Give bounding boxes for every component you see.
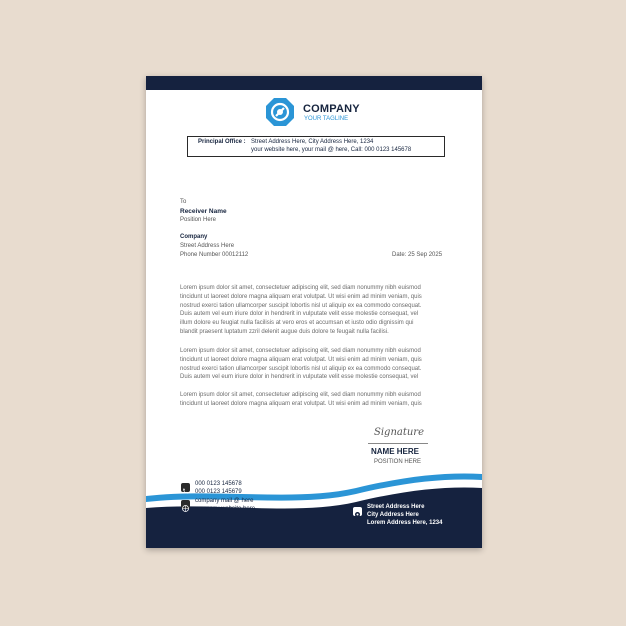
body-line: Lorem ipsum dolor sit amet, consectetuer adipiscing elit, sed diam nonummy nibh euismod (180, 348, 421, 354)
sender-address: Street Address Here (180, 243, 235, 249)
body-paragraph-1 (180, 284, 422, 337)
signature-script: Signature (374, 427, 425, 438)
body-line: tincidunt ut laoreet dolore magna aliquam erat volutpat. Ut wisi enim ad minim veniam, quis (180, 293, 422, 300)
top-navy-bar (146, 76, 482, 90)
footer-website: company website here (195, 506, 256, 512)
body-line: nostrud exerci tation ullamcorper suscipit lobortis nisl ut aliquip ex ea commodo consequat. (180, 302, 422, 309)
signer-name: NAME HERE (371, 447, 420, 456)
body-line: blandit praesent luptatum zzril delenit augue duis dolore te feugait nulla facilisi. (180, 328, 389, 335)
signer-position: POSITION HERE (374, 459, 422, 465)
footer-phone-1: 000 0123 145678 (195, 481, 242, 487)
footer-address-1: Street Address Here (367, 504, 425, 510)
body-line: Duis autem vel eum iriure dolor in hendrerit in vulputate velit esse molestie consequat, vel (180, 374, 419, 381)
globe-icon (181, 500, 190, 509)
sender-phone: Phone Number 00012112 (180, 252, 249, 258)
principal-office-box (187, 136, 445, 157)
footer-address-2: City Address Here (367, 512, 419, 518)
footer-email: company mail @ here (195, 498, 254, 504)
body-line: Lorem ipsum dolor sit amet, consectetuer adipiscing elit, sed diam nonummy nibh euismod (180, 285, 421, 291)
footer (146, 472, 482, 548)
body-line: tincidunt ut laoreet dolore magna aliquam erat volutpat. Ut wisi enim ad minim veniam, quis (180, 356, 422, 363)
recipient-position: Position Here (180, 217, 217, 223)
body-line: Lorem ipsum dolor sit amet, consectetuer adipiscing elit, sed diam nonummy nibh euismod (180, 392, 421, 398)
body-line: illum dolore eu feugiat nulla facilisis at vero eros et accumsan et iusto odio dignissim qui (180, 320, 414, 327)
recipient-to: To (180, 199, 187, 205)
signature-line (368, 443, 428, 444)
body-paragraph-3 (180, 391, 422, 409)
letter-date: Date: 25 Sep 2025 (392, 252, 443, 258)
logo-icon (265, 97, 295, 127)
sender-company: Company (180, 234, 208, 240)
location-pin-icon (353, 507, 362, 516)
phone-icon (181, 483, 190, 492)
body-line: Duis autem vel eum iriure dolor in hendrerit in vulputate velit esse molestie consequat, vel (180, 311, 419, 318)
office-label: Principal Office : (198, 139, 246, 145)
body-line: tincidunt ut laoreet dolore magna aliquam erat volutpat. Ut wisi enim ad minim veniam, quis (180, 400, 422, 407)
body-line: nostrud exerci tation ullamcorper suscipit lobortis nisl ut aliquip ex ea commodo consequat. (180, 365, 422, 372)
recipient-name: Receiver Name (180, 208, 227, 215)
company-name: COMPANY (303, 103, 360, 115)
letterhead-page (146, 76, 482, 548)
office-contact: your website here, your mail @ here, Call: 000 0123 145678 (251, 147, 412, 153)
footer-phone-2: 000 0123 145679 (195, 489, 242, 495)
company-tagline: YOUR TAGLINE (304, 116, 349, 122)
body-paragraph-2 (180, 347, 422, 382)
footer-address-3: Lorem Address Here, 1234 (367, 520, 443, 526)
office-address: Street Address Here, City Address Here, 1234 (251, 139, 374, 145)
